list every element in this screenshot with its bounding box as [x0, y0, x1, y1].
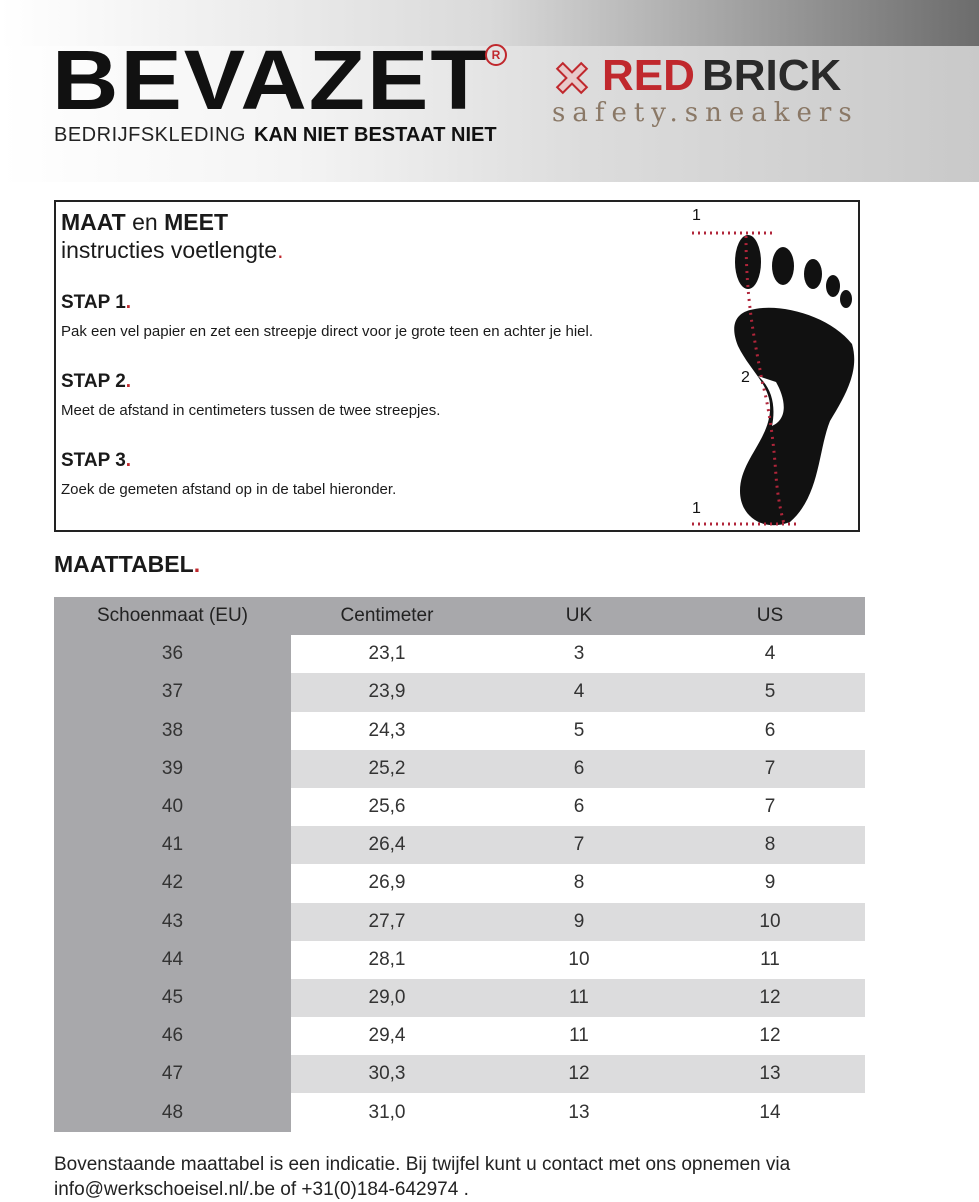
cell-us: 4 — [764, 643, 776, 665]
step-2-heading: STAP 2. — [61, 371, 132, 392]
cell-cm: 29,4 — [368, 1025, 406, 1047]
cell-uk: 5 — [573, 719, 585, 741]
title-en: en — [125, 209, 165, 235]
partner-logo-subtitle: safety.sneakers — [552, 98, 859, 128]
cell-uk: 3 — [573, 643, 585, 665]
cell-eu: 37 — [54, 673, 291, 711]
foot-label-top: 1 — [692, 207, 701, 224]
cell-uk: 12 — [483, 1055, 675, 1093]
cell-cm: 24,3 — [368, 719, 406, 741]
step-3-text: Zoek de gemeten afstand op in de tabel hieronder. — [61, 481, 397, 498]
instructions-title — [61, 208, 283, 264]
redbrick-logo-icon — [552, 58, 592, 98]
cell-eu: 44 — [54, 941, 291, 979]
step-1-text: Pak een vel papier en zet een streepje direct voor je grote teen en achter je hiel. — [61, 323, 593, 340]
cell-eu: 48 — [54, 1093, 291, 1131]
title-dot: . — [277, 237, 284, 263]
partner-logo-red: RED — [602, 51, 695, 100]
cell-eu: 47 — [54, 1055, 291, 1093]
cell-us: 12 — [759, 1025, 781, 1047]
cell-cm: 31,0 — [368, 1101, 406, 1123]
cell-us: 11 — [760, 948, 780, 970]
cell-us: 12 — [675, 979, 865, 1017]
cell-eu: 41 — [54, 826, 291, 864]
table-row — [54, 788, 865, 826]
table-row — [54, 941, 865, 979]
registered-mark: R — [485, 44, 507, 66]
cell-uk: 13 — [568, 1101, 590, 1123]
cell-cm: 26,9 — [368, 872, 406, 894]
table-row — [54, 1055, 865, 1093]
cell-cm: 25,6 — [368, 796, 406, 818]
header-eu: Schoenmaat (EU) — [96, 605, 248, 627]
brand-logo: BEVAZET — [52, 33, 489, 128]
cell-eu: 40 — [54, 788, 291, 826]
cell-uk: 6 — [483, 750, 675, 788]
cell-us: 5 — [675, 673, 865, 711]
cell-us: 9 — [764, 872, 776, 894]
title-subtitle: instructies voetlengte — [61, 237, 278, 263]
cell-eu: 38 — [54, 712, 291, 750]
cell-eu: 46 — [54, 1017, 291, 1055]
cell-cm: 28,1 — [368, 948, 406, 970]
cell-eu: 43 — [54, 903, 291, 941]
cell-uk: 8 — [573, 872, 585, 894]
step-2-text: Meet de afstand in centimeters tussen de twee streepjes. — [61, 402, 441, 419]
table-row — [54, 864, 865, 902]
foot-measure-icon — [680, 206, 860, 528]
size-table-title: MAATTABEL. — [54, 551, 201, 577]
foot-label-bottom: 1 — [692, 500, 701, 517]
cell-uk: 10 — [568, 948, 590, 970]
table-row — [54, 750, 865, 788]
table-header-row — [54, 597, 865, 635]
step-1-heading: STAP 1. — [61, 292, 132, 313]
cell-uk: 11 — [483, 979, 675, 1017]
cell-eu: 42 — [54, 864, 291, 902]
cell-uk: 9 — [483, 903, 675, 941]
cell-us: 14 — [759, 1101, 781, 1123]
cell-uk: 7 — [483, 826, 675, 864]
cell-eu: 45 — [54, 979, 291, 1017]
cell-us: 13 — [675, 1055, 865, 1093]
cell-cm: 23,9 — [291, 673, 483, 711]
table-row — [54, 903, 865, 941]
cell-uk: 4 — [483, 673, 675, 711]
table-row — [54, 635, 865, 673]
cell-cm: 30,3 — [291, 1055, 483, 1093]
header-cm: Centimeter — [340, 605, 434, 627]
cell-cm: 23,1 — [368, 643, 406, 665]
header-us: US — [756, 605, 784, 627]
table-row — [54, 712, 865, 750]
partner-logo-brick: BRICK — [702, 51, 842, 100]
brand-tagline-left: BEDRIJFSKLEDING — [54, 124, 246, 146]
cell-cm: 27,7 — [291, 903, 483, 941]
cell-uk: 6 — [573, 796, 585, 818]
footer-line-1: Bovenstaande maattabel is een indicatie. Bij twijfel kunt u contact met ons opnemen via — [54, 1154, 791, 1175]
cell-eu: 36 — [54, 635, 291, 673]
table-row — [54, 673, 865, 711]
foot-label-middle: 2 — [741, 369, 750, 386]
cell-us: 10 — [675, 903, 865, 941]
header-uk: UK — [565, 605, 593, 627]
cell-eu: 39 — [54, 750, 291, 788]
cell-us: 6 — [764, 719, 776, 741]
footer-line-2: info@werkschoeisel.nl/.be of +31(0)184-642974 . — [54, 1179, 469, 1200]
table-row — [54, 979, 865, 1017]
cell-cm: 29,0 — [291, 979, 483, 1017]
size-table — [54, 597, 865, 1132]
cell-cm: 25,2 — [291, 750, 483, 788]
cell-us: 7 — [764, 796, 776, 818]
table-row — [54, 1093, 865, 1131]
cell-uk: 11 — [569, 1025, 589, 1047]
cell-us: 8 — [675, 826, 865, 864]
cell-cm: 26,4 — [291, 826, 483, 864]
table-row — [54, 1017, 865, 1055]
footer-note — [54, 1152, 914, 1202]
title-maat: MAAT — [61, 209, 126, 235]
step-3-heading: STAP 3. — [61, 450, 132, 471]
cell-us: 7 — [675, 750, 865, 788]
table-row — [54, 826, 865, 864]
title-meet: MEET — [164, 209, 228, 235]
brand-tagline-right: KAN NIET BESTAAT NIET — [254, 124, 497, 146]
